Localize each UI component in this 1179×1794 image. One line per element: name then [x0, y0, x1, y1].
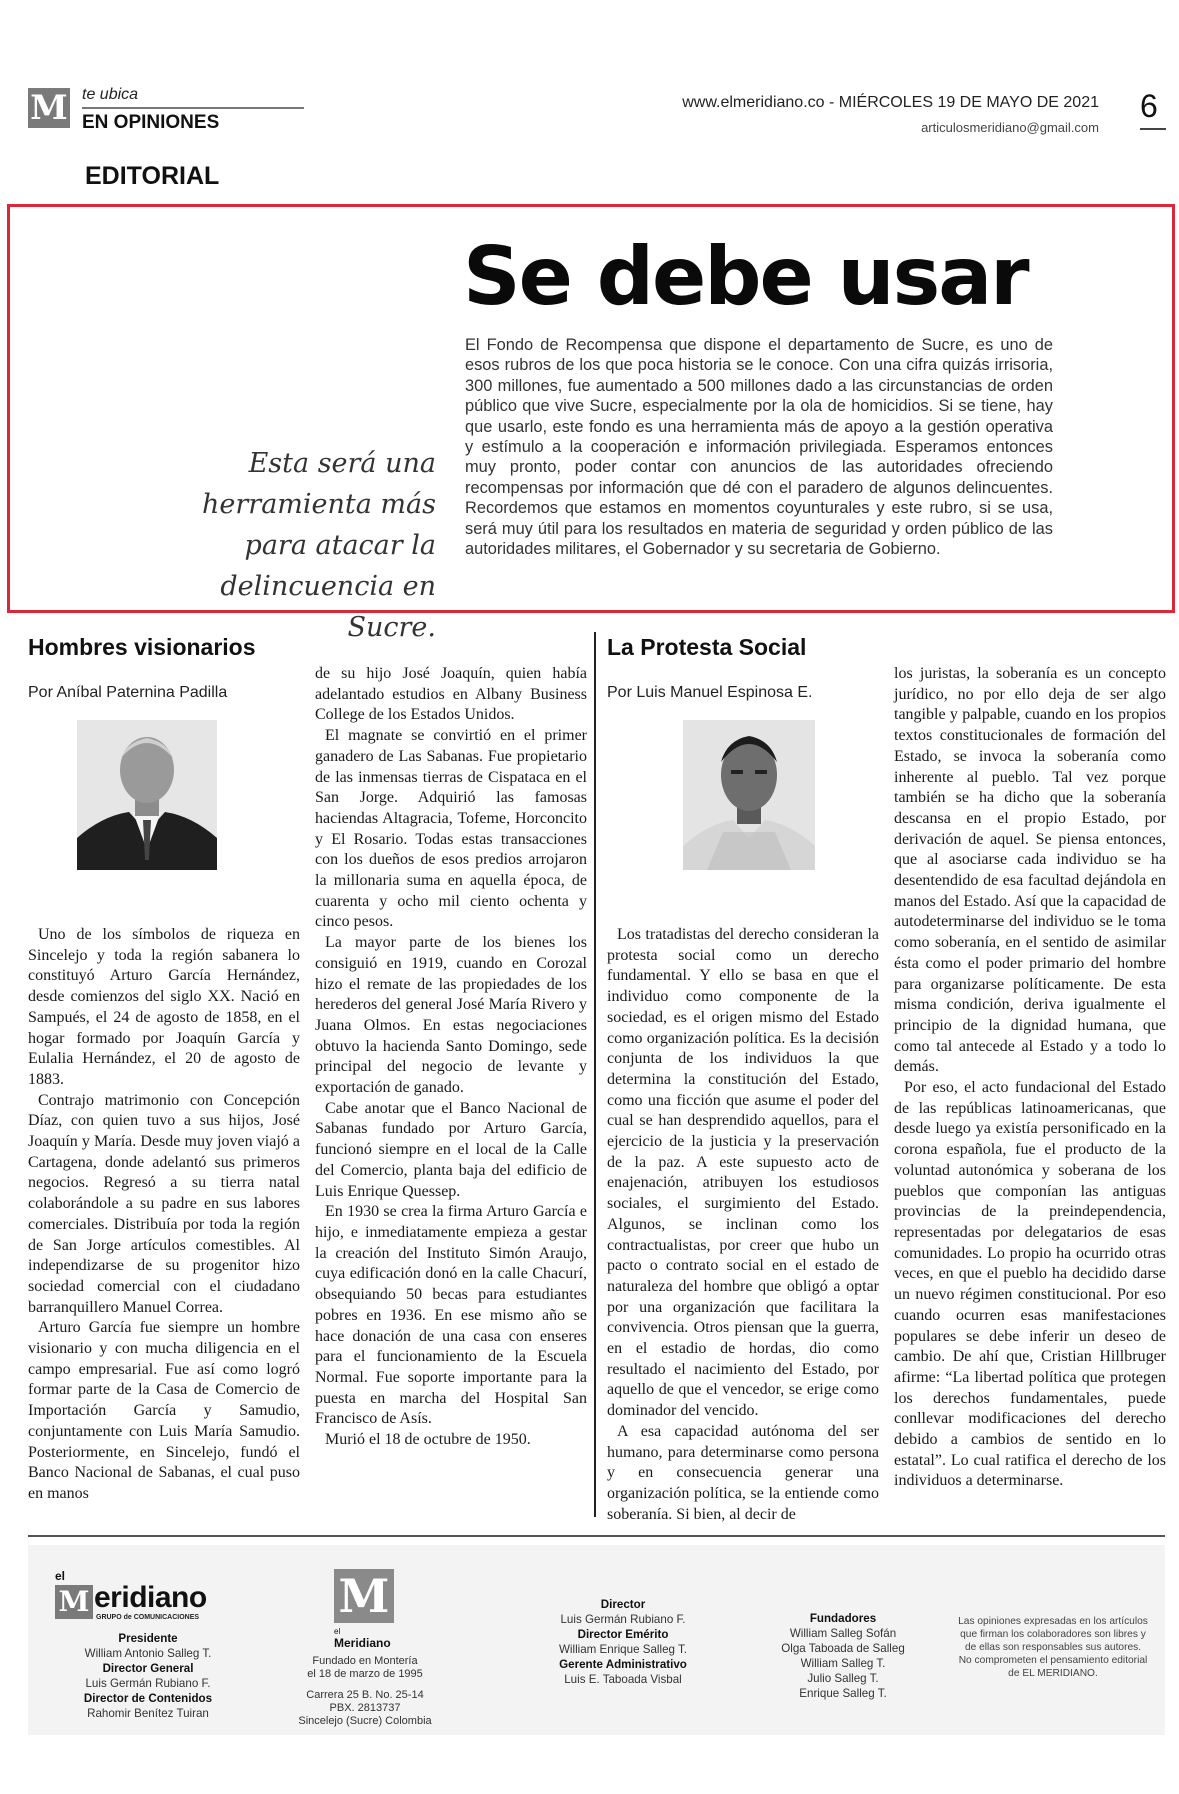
article2-column-2 [894, 664, 1166, 1492]
article1-paragraph: de su hijo José Joaquín, quien había adelantado estudios en Albany Business College de los Estados Unidos. [315, 665, 587, 724]
header-section: EN OPINIONES [82, 112, 220, 133]
article1-photo [77, 720, 217, 870]
presidente-name: William Antonio Salleg T. [84, 1647, 212, 1660]
footer-m-logo-el: el [334, 1627, 341, 1636]
founder-name: Olga Taboada de Salleg [781, 1642, 905, 1655]
footer-rule [28, 1535, 1165, 1537]
article2-paragraph: Por eso, el acto fundacional del Estado de las repúblicas latinoamericanas, que desde luego ya existía personificado en la corona española, fue el producto de la voluntad autonómica y soberana de los pueblos que componían las antiguas provincias de la preindependencia, representadas por delegatarios de esas comunidades. Lo propio ha ocurrido otras veces, en que el pueblo ha decidido darse un nuevo régimen constitucional. Por eso cuando ocurren esas manifestaciones populares se debe inferir un deseo de cambio. De ahí que, Cristian Hillbruger afirme: “La libertad política que protegen los derechos fundamentales, puede conllevar modificaciones del derecho debido a cambios de sentido en lo estatal”. Lo cual ratifica el derecho de los individuos a determinarse. [894, 1079, 1166, 1490]
editorial-title: Se debe usar [463, 230, 1028, 323]
address-line-3: Sincelejo (Sucre) Colombia [298, 1715, 432, 1727]
footer-directors [528, 1597, 718, 1687]
article2-photo [683, 720, 815, 870]
fundadores-label: Fundadores [809, 1612, 877, 1625]
founder-name: Enrique Salleg T. [799, 1687, 887, 1700]
article1-paragraph: Contrajo matrimonio con Concepción Díaz, con quien tuvo a sus hijos, José Joaquín y María. Desde muy joven viajó a Cartagena, donde adelantó sus primeros negocios. Regresó a su tierra natal colaborándole a su padre en sus labores comerciales. Distribuía por toda la región de San Jorge artículos comestibles. Al independizarse de su progenitor hizo sociedad comercial con el ciudadano barranquillero Manuel Correa. [28, 1091, 300, 1316]
article1-byline: Por Aníbal Paternina Padilla [28, 684, 228, 701]
director-contenidos-name: Rahomir Benítez Tuiran [87, 1707, 209, 1720]
man-portrait-icon [683, 720, 815, 870]
header-rule [82, 107, 304, 109]
footer-staff-box [28, 1545, 1165, 1735]
presidente-label: Presidente [118, 1632, 178, 1645]
page-number-rule [1140, 128, 1166, 130]
header-site-date: www.elmeridiano.co - MIÉRCOLES 19 DE MAYO DE 2021 [682, 94, 1099, 111]
gerente-label: Gerente Administrativo [559, 1658, 687, 1671]
founder-name: William Salleg Sofán [789, 1627, 897, 1640]
gerente-name: Luis E. Taboada Visbal [564, 1673, 682, 1686]
footer-founders [758, 1611, 928, 1701]
director-label: Director [600, 1598, 646, 1611]
article1-paragraph: Murió el 18 de octubre de 1950. [325, 1431, 531, 1449]
footer-logo-el: el [55, 1569, 66, 1583]
article2-column-1 [607, 925, 879, 1525]
address-line-1: Carrera 25 B. No. 25-14 [306, 1689, 424, 1701]
editorial-label: EDITORIAL [85, 162, 220, 190]
article1-paragraph: Cabe anotar que el Banco Nacional de Sabanas fundado por Arturo García, funcionó siempre en el local de la Calle del Comercio, planta baja del edificio de Luis Enrique Quessep. [315, 1099, 587, 1200]
article1-column-1 [28, 925, 300, 1505]
meridiano-logo: M [28, 88, 70, 128]
founder-name: William Salleg T. [800, 1657, 886, 1670]
address-line-2: PBX. 2813737 [329, 1702, 401, 1714]
article1-column-2 [315, 664, 587, 1451]
fundado-line-2: el 18 de marzo de 1995 [307, 1668, 423, 1680]
article2-paragraph: los juristas, la soberanía es un concepto jurídico, no por ello deja de ser algo tangible y palpable, cuando en los propios textos constitucionales de formación del Estado, se invoca la soberanía como inherente al pueblo. Tal vez porque también se ha dicho que la soberanía descansa en el propio Estado, por derivación de aquel. Se piensa entonces, que al asociarse cada individuo se ha desentendido de esa facultad dejándola en manos del Estado. Así que la capacidad de autodeterminarse del individuo se le toma como soberanía, en el sentido de asimilar ésta como el poder primario del hombre para organizarse políticamente. De esta misma condición, deriva igualmente el principio de la dignidad humana, que como tal antecede al Estado y a todo lo demás. [894, 665, 1166, 1076]
fundado-line-1: Fundado en Montería [312, 1655, 418, 1667]
director-general-name: Luis Germán Rubiano F. [85, 1677, 211, 1690]
footer-logo-word: eridiano [94, 1581, 207, 1614]
director-name: Luis Germán Rubiano F. [560, 1613, 686, 1626]
director-contenidos-label: Director de Contenidos [83, 1692, 213, 1705]
editorial-body: El Fondo de Recompensa que dispone el departamento de Sucre, es uno de esos rubros de los que poca historia se le conoce. Con una cifra quizás irrisoria, 300 millones, fue aumentado a 500 millones dado a las circunstancias de orden público que vive Sucre, especialmente por la ola de homicidios. Si se tiene, hay que usarlo, este fondo es una herramienta más de apoyo a la gestión operativa y estímulo a la cooperación e información privilegiada. Esperamos entonces muy pronto, poder contar con anuncios de las autoridades ofreciendo recompensas por información que dé con el paradero de algunos delincuentes. Recordemos que estamos en momentos coyunturales y este rubro, si se usa, será muy útil para los resultados en materia de seguridad y orden público de las autoridades militares, el Gobernador y su secretaria de Gobierno. [465, 336, 1053, 559]
article1-paragraph: Uno de los símbolos de riqueza en Sincelejo y toda la región sabanera lo constituyó Arturo García Hernández, desde comienzos del siglo XX. Nació en Sampués, el 24 de agosto de 1858, en el hogar formado por Joaquín García y Eulalia Hernández, el 20 de agosto de 1883. [28, 926, 300, 1088]
header-email: articulosmeridiano@gmail.com [921, 120, 1099, 135]
editorial-pull-quote: Esta será una herramienta más para atacar la delincuencia en Sucre. [202, 448, 436, 643]
footer-logo-subtitle: GRUPO de COMUNICACIONES [96, 1614, 200, 1621]
director-general-label: Director General [102, 1662, 194, 1675]
director-emerito-name: William Enrique Salleg T. [558, 1643, 687, 1656]
article1-paragraph: El magnate se convirtió en el primer ganadero de Las Sabanas. Fue propietario de las inmensas tierras de Cispataca en el San Jorge. Adquirió las famosas haciendas Altagracia, Tofeme, Horconcito y El Rosario. Todas estas transacciones con los dueños de esos predios arrojaron la millonaria suma en aquella época, de cuarenta y ocho mil ciento ochenta y cinco pesos. [315, 727, 587, 931]
article1-title: Hombres visionarios [28, 634, 256, 660]
footer-logo-mark: M [55, 1585, 93, 1619]
man-portrait-icon [77, 720, 217, 870]
article2-paragraph: Los tratadistas del derecho consideran la protesta social como un derecho fundamental. Y ello se basa en que el individuo como componente de la sociedad, es el origen mismo del Estado como organización política. Es la decisión conjunta de los individuos la que determina la constitución del Estado, como una ficción que asume el poder del cual se han desprendido aquellos, para el ejercicio de la justicia y la preservación de la paz. A este supuesto acto de enajenación, atribuyen los estudiosos sociales, el surgimiento del Estado. Algunos, se inclinan como los contractualistas, por creer que hubo un pacto o contrato social en el estado de naturaleza del hombre que obligó a optar por una organización que facilitara la convivencia. Otros piensan que la guerra, en el estadio de hordas, dio como resultado el nacimiento del Estado, por aquello de que el vencedor, se erige como dominador del vencido. [607, 926, 879, 1420]
footer-disclaimer: Las opiniones expresadas en los artículos que firman los colaboradores son libres y de ellas son responsables sus autores. No comprometen el pensamiento editorial de EL MERIDIANO. [958, 1616, 1148, 1679]
article2-byline: Por Luis Manuel Espinosa E. [607, 684, 813, 701]
footer-executives [48, 1631, 248, 1721]
footer-m-logo: M [334, 1569, 394, 1623]
article1-paragraph: Arturo García fue siempre un hombre visionario y con mucha diligencia en el campo empresarial. Fue así como logró formar parte de la Casa de Comercio de Importación García y Samudio, conjuntamente con Luis María Samudio. Posteriormente, en Sincelejo, fundó el Banco Nacional de Sabanas, el cual puso en manos [28, 1319, 300, 1502]
footer-founding [290, 1655, 440, 1728]
header-tagline: te ubica [82, 86, 139, 103]
footer-m-logo-word: Meridiano [334, 1636, 391, 1650]
article2-paragraph: A esa capacidad autónoma del ser humano, para determinarse como persona y en consecuencia generar una organización política, se la entiende como soberanía. Si bien, al decir de [607, 1422, 879, 1523]
founder-name: Julio Salleg T. [807, 1672, 879, 1685]
article2-title: La Protesta Social [607, 634, 807, 660]
page-number: 6 [1140, 88, 1158, 124]
article1-paragraph: En 1930 se crea la firma Arturo García e hijo, e inmediatamente empieza a gestar la creación del Instituto Simón Araujo, cuya edificación donó en la calle Chacurí, obsequiando 50 becas para estudiantes pobres en 1936. En ese mismo año se hace donación de una casa con enseres para el funcionamiento de la Escuela Normal. Fue soporte importante para la puesta en marcha del Hospital San Francisco de Asís. [315, 1203, 587, 1428]
article1-paragraph: La mayor parte de los bienes los consiguió en 1919, cuando en Corozal hizo el remate de las propiedades de los herederos del general José María Rivero y Juana Olmos. En estas negociaciones obtuvo la hacienda Santo Domingo, sede principal del negocio de levante y exportación de ganado. [315, 934, 587, 1097]
director-emerito-label: Director Emérito [577, 1628, 669, 1641]
column-divider [594, 632, 596, 1517]
